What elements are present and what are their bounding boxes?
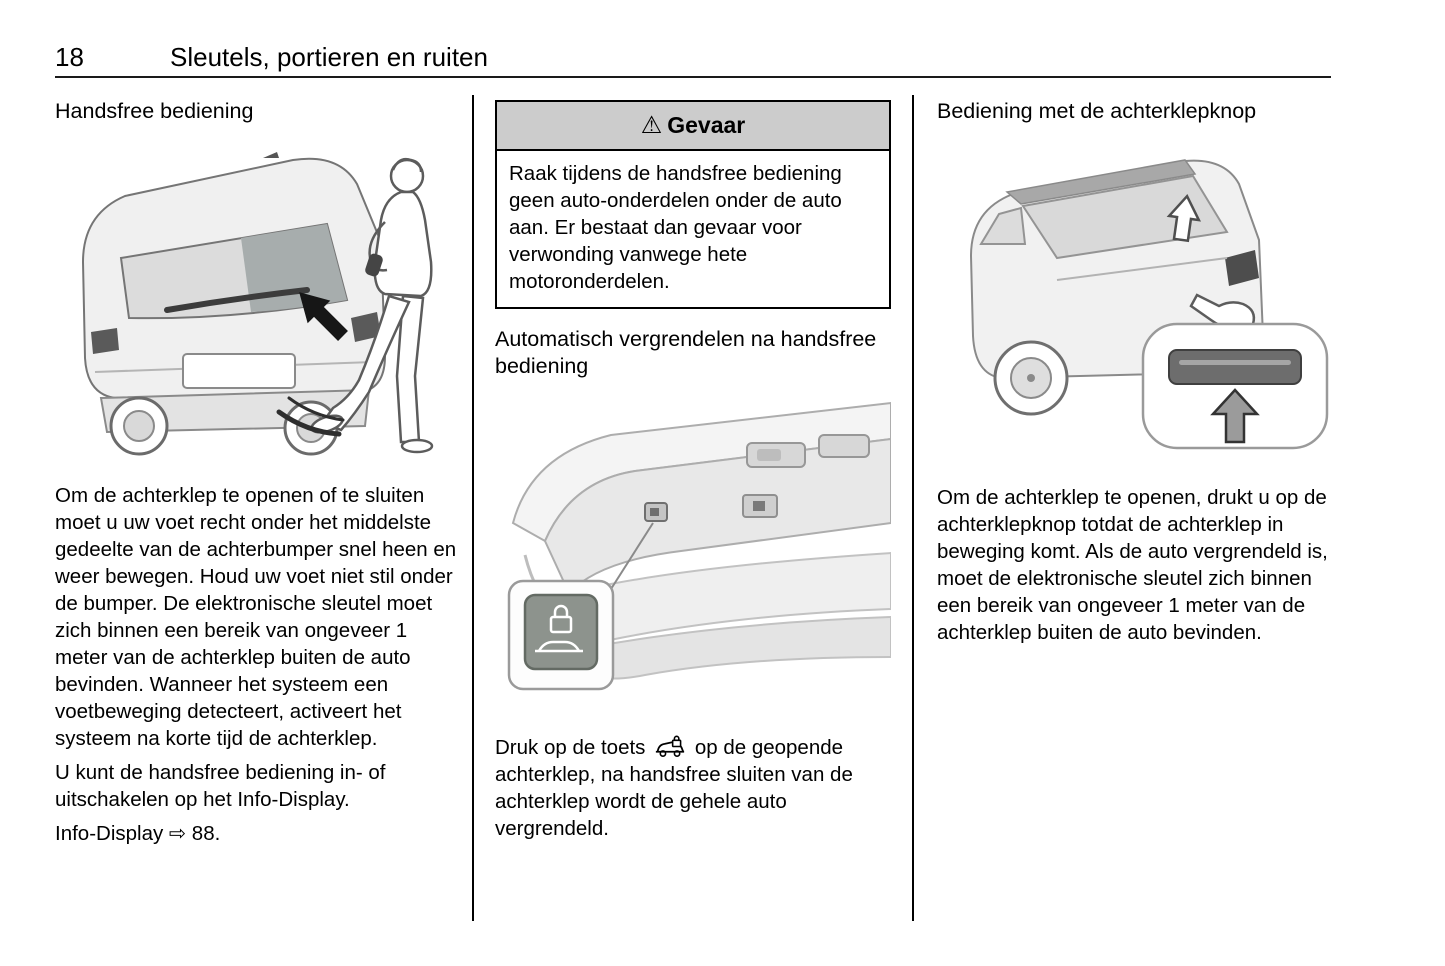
warning-header (497, 102, 889, 151)
tailgate-button-graphic (937, 140, 1333, 460)
column-tailgate-button (937, 98, 1333, 653)
tailgate-close-lock-icon (655, 735, 685, 758)
tailgate-button-operation-illustration (937, 140, 1333, 465)
paragraph-text-before-icon: Druk op de toets (495, 736, 646, 759)
section-heading-auto-lock: Automatisch vergrendelen na handsfree bediening (495, 327, 877, 378)
tailgate-lock-button-illustration (495, 395, 891, 715)
warning-triangle-icon: ⚠ (640, 112, 663, 139)
section-heading-handsfree: Handsfree bediening (55, 99, 254, 123)
column-divider-1 (472, 95, 474, 921)
page-number: 18 (55, 42, 84, 72)
column-divider-2 (912, 95, 914, 921)
info-display-reference: Info-Display ⇨ 88. (55, 822, 221, 845)
header-rule (55, 76, 1331, 78)
auto-lock-paragraph (495, 734, 891, 842)
handsfree-paragraph-1: Om de achterklep te openen of te sluiten moet u uw voet recht onder het middelste gedeelte van de achterbumper snel heen en weer bewegen. Houd uw voet niet stil onder de bumper. De elektronische sleutel moet zich binnen een bereik van ongeveer 1 meter van de achterklep buiten de auto bevinden. Wanneer het systeem een voetbeweging detecteert, activeert het systeem na korte tijd de achterklep. (55, 484, 457, 750)
warning-box (495, 100, 891, 309)
chapter-title: Sleutels, portieren en ruiten (170, 42, 488, 72)
handsfree-foot-operation-illustration (55, 140, 457, 463)
section-heading-tailgate-button: Bediening met de achterklepknop (937, 99, 1257, 123)
warning-body-text: Raak tijdens de handsfree bediening geen auto-onderdelen onder de auto aan. Er bestaat dan gevaar voor verwonding vanwege hete motoronderdelen. (509, 162, 842, 293)
warning-title: Gevaar (667, 112, 746, 138)
tailgate-interior-graphic (495, 395, 891, 710)
column-handsfree (55, 98, 457, 847)
paragraph-text-after-icon: op de geopende achterklep, na handsfree sluiten van de achterklep wordt de gehele auto vergrendeld. (495, 736, 853, 840)
column-auto-lock (495, 98, 891, 849)
page-header (55, 42, 488, 72)
handsfree-illustration-graphic (55, 140, 457, 458)
tailgate-button-paragraph: Om de achterklep te openen, drukt u op de achterklepknop totdat de achterklep in beweging komt. Als de auto vergrendeld is, moet de elektronische sleutel zich binnen een bereik van ongeveer 1 meter van de achterklep buiten de auto bevinden. (937, 486, 1328, 644)
handsfree-paragraph-2: U kunt de handsfree bediening in- of uitschakelen op het Info-Display. (55, 761, 386, 811)
